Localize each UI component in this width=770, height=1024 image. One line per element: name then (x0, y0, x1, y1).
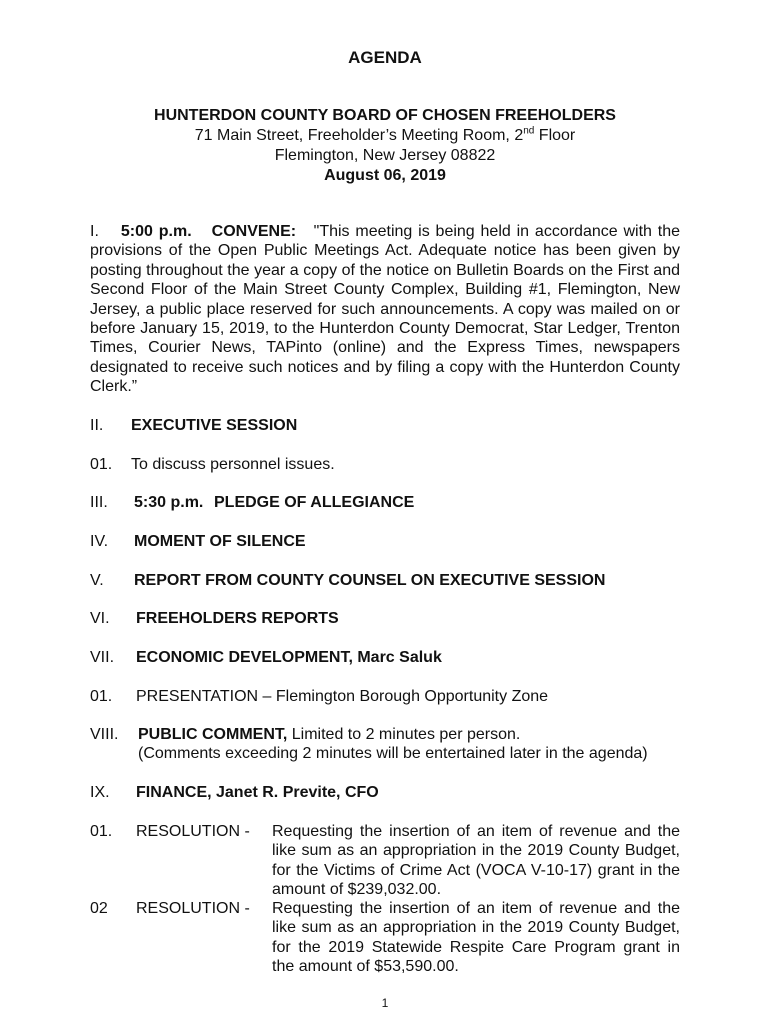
item-number: III. (90, 494, 108, 511)
item-heading: FREEHOLDERS REPORTS (136, 610, 339, 627)
document-header (0, 106, 770, 186)
item-text: Limited to 2 minutes per person. (287, 726, 521, 743)
item-time: 5:30 p.m. (134, 494, 204, 511)
resolution-text: Requesting the insertion of an item of revenue and the like sum as an appropriation in the 2019 County Budget, for the Victims of Crime Act (VOCA V-10-17) grant in the amount of $239,032.00. (272, 823, 680, 899)
address-text: 71 Main Street, Freeholder’s Meeting Room, 2 (194, 127, 524, 144)
item-number: 02 (90, 900, 108, 917)
item-number: VIII. (90, 726, 119, 743)
item-number: IV. (90, 533, 109, 550)
address-floor: Floor (534, 127, 576, 144)
item-heading: EXECUTIVE SESSION (131, 417, 298, 434)
item-heading: FINANCE, Janet R. Previte, CFO (136, 784, 379, 801)
item-heading: PUBLIC COMMENT, (138, 726, 288, 743)
item-time: 5:00 p.m. (120, 223, 192, 240)
item-heading: MOMENT OF SILENCE (134, 533, 306, 550)
item-number: 01. (90, 823, 113, 840)
item-number: 01. (90, 456, 113, 473)
item-number: V. (90, 572, 104, 589)
item-note: (Comments exceeding 2 minutes will be entertained later in the agenda) (138, 745, 648, 762)
page-number: 1 (381, 996, 389, 1010)
item-heading: CONVENE: (211, 223, 297, 240)
item-convene (90, 222, 680, 397)
convene-statement: "This meeting is being held in accordance with the provisions of the Open Public Meetings Act. Adequate notice has been given by posting throughout the year a copy of the notice on Bulletin Boards on the First and Second Floor of the Main Street County Complex, Building #1, Flemington, New Jersey, a public place reserved for such announcements. A copy was mailed on or before January 15, 2019, to the Hunterdon County Democrat, Star Ledger, Trenton Times, Courier News, TAPinto (online) and the Express Times, newspapers designated to receive such notices and by filing a copy with the Hunterdon County Clerk.” (90, 223, 681, 396)
item-text: To discuss personnel issues. (131, 456, 335, 473)
meeting-date: August 06, 2019 (324, 167, 446, 184)
item-number: VI. (90, 610, 110, 627)
address-superscript: nd (523, 125, 535, 137)
resolution-label: RESOLUTION - (136, 900, 250, 917)
meeting-address (0, 126, 770, 146)
item-heading: REPORT FROM COUNTY COUNSEL ON EXECUTIVE SESSION (134, 572, 606, 589)
item-text: PRESENTATION – Flemington Borough Opportunity Zone (136, 688, 549, 705)
item-number: 01. (90, 688, 113, 705)
item-heading: ECONOMIC DEVELOPMENT, Marc Saluk (136, 649, 442, 666)
meeting-city: Flemington, New Jersey 08822 (274, 147, 496, 164)
item-number: VII. (90, 649, 115, 666)
resolution-text: Requesting the insertion of an item of revenue and the like sum as an appropriation in the 2019 County Budget, for the 2019 Statewide Respite Care Program grant in the amount of $53,590.00. (272, 900, 680, 976)
page-title: AGENDA (348, 48, 422, 67)
item-heading: PLEDGE OF ALLEGIANCE (214, 494, 415, 511)
item-number: I. (90, 223, 99, 240)
resolution-label: RESOLUTION - (136, 823, 250, 840)
item-number: II. (90, 417, 104, 434)
item-number: IX. (90, 784, 110, 801)
organization-name: HUNTERDON COUNTY BOARD OF CHOSEN FREEHOLDERS (154, 107, 616, 124)
